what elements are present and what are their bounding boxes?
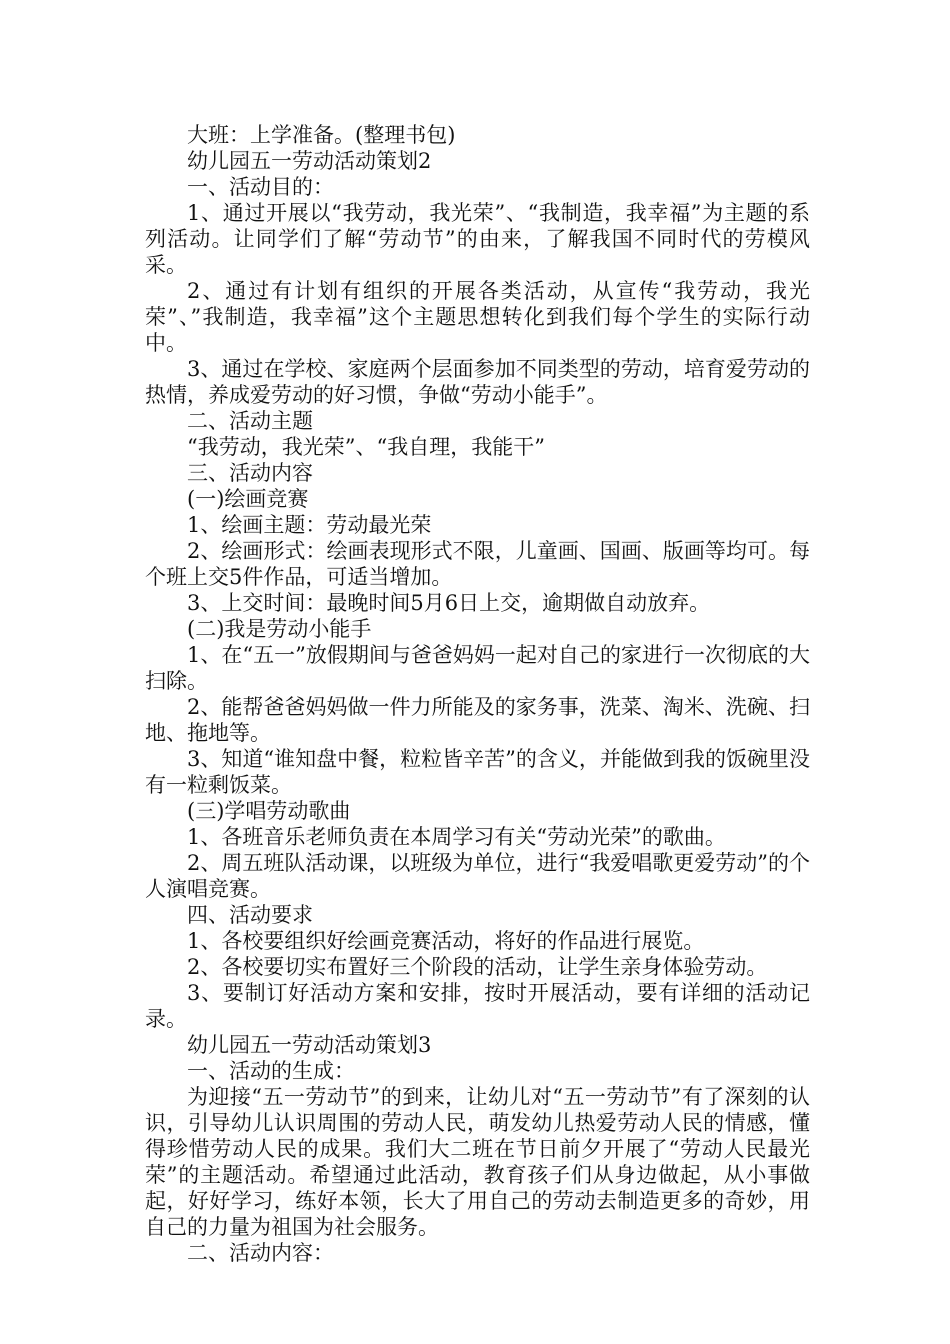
heading-activity-content: 三、活动内容 (187, 461, 313, 485)
heading-activity-purpose: 一、活动目的： (187, 175, 334, 199)
paragraph-purpose-3: 3、通过在学校、家庭两个层面参加不同类型的劳动，培育爱劳动的热情，养成爱劳动的好习惯，争做“劳动小能手”。 (145, 357, 810, 407)
paragraph-drawing-3: 3、上交时间：最晚时间5月6日上交，逾期做自动放弃。 (187, 591, 711, 615)
paragraph-purpose-2: 2、通过有计划有组织的开展各类活动，从宣传“我劳动，我光荣”、”我制造，我幸福”这个主题思想转化到我们每个学生的实际行动中。 (145, 279, 810, 355)
section-title-plan-3: 幼儿园五一劳动活动策划3 (187, 1033, 432, 1057)
paragraph-helper-3: 3、知道“谁知盘中餐，粒粒皆辛苦”的含义，并能做到我的饭碗里没有一粒剩饭菜。 (145, 747, 810, 797)
subheading-drawing-contest: (一)绘画竞赛 (187, 487, 309, 511)
heading-activity-content-2: 二、活动内容： (187, 1241, 334, 1265)
heading-activity-theme: 二、活动主题 (187, 409, 313, 433)
document-body (145, 122, 810, 1266)
paragraph-purpose-1: 1、通过开展以“我劳动，我光荣”、“我制造，我幸福”为主题的系列活动。让同学们了解“劳动节”的由来，了解我国不同时代的劳模风采。 (145, 201, 810, 277)
subheading-labor-songs: (三)学唱劳动歌曲 (187, 799, 351, 823)
paragraph-drawing-1: 1、绘画主题：劳动最光荣 (187, 513, 432, 537)
paragraph-songs-1: 1、各班音乐老师负责在本周学习有关“劳动光荣”的歌曲。 (187, 825, 726, 849)
paragraph-requirement-2: 2、各校要切实布置好三个阶段的活动，让学生亲身体验劳动。 (187, 955, 768, 979)
paragraph-requirement-3: 3、要制订好活动方案和安排，按时开展活动，要有详细的活动记录。 (145, 981, 810, 1031)
paragraph-helper-2: 2、能帮爸爸妈妈做一件力所能及的家务事，洗菜、淘米、洗碗、扫地、拖地等。 (145, 695, 810, 745)
paragraph-songs-2: 2、周五班队活动课，以班级为单位，进行“我爱唱歌更爱劳动”的个人演唱竞赛。 (145, 851, 810, 901)
paragraph-origin-body: 为迎接“五一劳动节”的到来，让幼儿对“五一劳动节”有了深刻的认识，引导幼儿认识周围的劳动人民，萌发幼儿热爱劳动人民的情感，懂得珍惜劳动人民的成果。我们大二班在节日前夕开展了“劳动人民最光荣”的主题活动。希望通过此活动，教育孩子们从身边做起，从小事做起，好好学习，练好本领，长大了用自己的劳动去制造更多的奇妙，用自己的力量为祖国为社会服务。 (145, 1085, 810, 1239)
section-title-plan-2: 幼儿园五一劳动活动策划2 (187, 149, 432, 173)
heading-activity-requirements: 四、活动要求 (187, 903, 313, 927)
subheading-labor-helper: (二)我是劳动小能手 (187, 617, 372, 641)
paragraph-helper-1: 1、在“五一”放假期间与爸爸妈妈一起对自己的家进行一次彻底的大扫除。 (145, 643, 810, 693)
paragraph-drawing-2: 2、绘画形式：绘画表现形式不限，儿童画、国画、版画等均可。每个班上交5件作品，可适当增加。 (145, 539, 810, 589)
paragraph-theme-slogan: “我劳动，我光荣”、“我自理，我能干” (187, 435, 545, 459)
paragraph-requirement-1: 1、各校要组织好绘画竞赛活动，将好的作品进行展览。 (187, 929, 705, 953)
heading-activity-origin: 一、活动的生成： (187, 1059, 355, 1083)
paragraph-class-prep: 大班：上学准备。(整理书包) (187, 123, 456, 147)
